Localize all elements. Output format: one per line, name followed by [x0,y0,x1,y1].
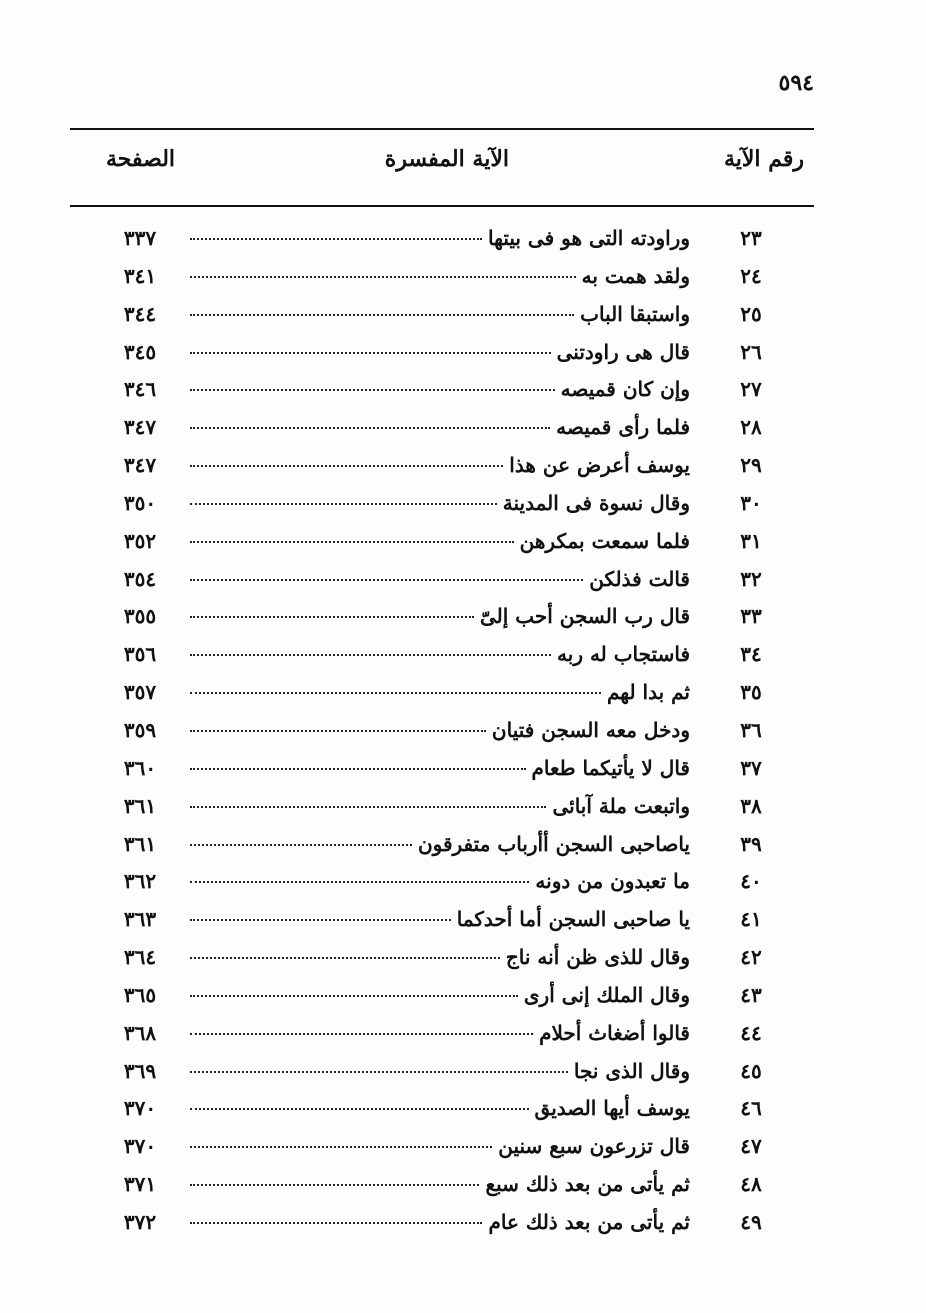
toc-row [70,676,814,714]
verse-title: قال هى راودتنى [556,339,690,364]
entry-label [190,718,690,742]
verse-number: ٢٧ [740,377,762,402]
entry-label [190,377,690,401]
verse-number: ٢٤ [740,263,762,288]
verse-title: وقال نسوة فى المدينة [502,490,690,515]
entry-label [190,756,690,780]
dot-leader [190,352,551,354]
verse-title: قال تزرعون سبع سنين [498,1134,690,1159]
verse-number: ٢٩ [740,453,762,478]
entry-label [190,983,690,1007]
toc-row [70,941,814,979]
entry-label [190,945,690,969]
header-page: الصفحة [106,146,176,172]
toc-row [70,903,814,941]
verse-title: ما تعبدون من دونه [535,869,690,894]
page-ref: ٣٥٥ [123,604,157,629]
verse-title: وإن كان قميصه [560,377,690,402]
toc-row [70,638,814,676]
entry-label [190,1059,690,1083]
table-header [70,146,814,186]
verse-number: ٢٥ [740,301,762,326]
toc-row [70,525,814,563]
page-ref: ٣٦٠ [123,755,157,780]
toc-row [70,714,814,752]
page-ref: ٣٤٤ [123,301,157,326]
entry-label [190,340,690,364]
dot-leader [190,276,576,278]
page-ref: ٣٤٧ [123,453,157,478]
page-ref: ٣٤٥ [123,339,157,364]
verse-number: ٤١ [740,907,762,932]
page-ref: ٣٦٢ [123,869,157,894]
dot-leader [190,692,601,694]
page-ref: ٣٥٤ [123,566,157,591]
entry-label [190,604,690,628]
verse-title: ولقد همت به [581,263,690,288]
dot-leader [190,541,514,543]
dot-leader [190,881,529,883]
toc-row [70,563,814,601]
page-ref: ٣٤٧ [123,415,157,440]
verse-number: ٢٦ [740,339,762,364]
verse-title: ودخل معه السجن فتيان [491,717,690,742]
dot-leader [190,389,555,391]
dot-leader [190,1071,568,1073]
verse-title: وراودته التى هو فى بيتها [488,226,690,250]
dot-leader [190,238,482,240]
verse-title: فلما سمعت بمكرهن [519,528,690,553]
page-ref: ٣٦١ [123,831,157,856]
page-ref: ٣٥٩ [123,717,157,742]
verse-title: ثم يأتى من بعد ذلك عام [488,1209,690,1234]
entry-label [190,415,690,439]
toc-row [70,1017,814,1055]
verse-title: قالت فذلكن [589,566,690,591]
toc-row [70,1206,814,1244]
toc-row [70,373,814,411]
verse-title: قال رب السجن أحب إلىّ [479,604,690,629]
page-ref: ٣٦٥ [123,982,157,1007]
verse-title: يوسف أيها الصديق [534,1096,690,1121]
page-number: ٥٩٤ [778,70,814,96]
verse-number: ٣٧ [740,755,762,780]
header-verse-explained: الآية المفسرة [384,146,509,172]
toc-row [70,979,814,1017]
entry-label [190,567,690,591]
dot-leader [190,616,474,618]
entry-label [190,264,690,288]
verse-number: ٣٠ [740,490,762,515]
dot-leader [190,465,503,467]
dot-leader [190,503,497,505]
page-ref: ٣٧٢ [123,1209,157,1234]
page-ref: ٣٦٣ [123,907,157,932]
verse-title: قالوا أضغاث أحلام [539,1020,690,1045]
entry-label [190,680,690,704]
entry-label [190,642,690,666]
verse-title: فلما رأى قميصه [556,415,690,440]
toc-row [70,449,814,487]
verse-number: ٣٣ [740,604,762,629]
verse-number: ٤٢ [740,945,762,970]
verse-number: ٤٠ [740,869,762,894]
toc-row [70,828,814,866]
verse-number: ٤٩ [740,1209,762,1234]
entry-label [190,491,690,515]
page-ref: ٣٣٧ [123,226,157,250]
toc-list [70,222,814,1244]
verse-title: يا صاحبى السجن أما أحدكما [456,907,690,932]
toc-row [70,411,814,449]
dot-leader [190,579,583,581]
entry-label [190,1096,690,1120]
toc-row [70,865,814,903]
dot-leader [190,730,486,732]
verse-number: ٤٦ [740,1096,762,1121]
verse-title: وقال الذى نجا [573,1058,690,1083]
toc-row [70,790,814,828]
verse-title: ثم بدا لهم [606,680,690,705]
entry-label [190,1021,690,1045]
dot-leader [190,1184,479,1186]
verse-title: قال لا يأتيكما طعام [531,755,690,780]
verse-number: ٢٨ [740,415,762,440]
toc-row [70,487,814,525]
toc-row [70,222,814,260]
verse-title: يوسف أعرض عن هذا [509,453,690,478]
dot-leader [190,957,500,959]
page-ref: ٣٦٩ [123,1058,157,1083]
dot-leader [190,314,574,316]
toc-row [70,298,814,336]
dot-leader [190,1033,533,1035]
toc-row [70,1092,814,1130]
toc-row [70,336,814,374]
verse-number: ٣٢ [740,566,762,591]
page-ref: ٣٥٢ [123,528,157,553]
dot-leader [190,654,551,656]
verse-title: فاستجاب له ربه [557,642,690,667]
entry-label [190,1172,690,1196]
page-ref: ٣٦١ [123,793,157,818]
toc-row [70,600,814,638]
dot-leader [190,768,526,770]
verse-title: ثم يأتى من بعد ذلك سبع [485,1172,690,1197]
verse-number: ٢٣ [740,226,762,250]
page-ref: ٣٦٨ [123,1020,157,1045]
entry-label [190,1134,690,1158]
verse-number: ٤٥ [740,1058,762,1083]
verse-title: واتبعت ملة آبائى [552,793,690,818]
entry-label [190,226,690,250]
entry-label [190,1210,690,1234]
entry-label [190,869,690,893]
dot-leader [190,919,451,921]
toc-row [70,1055,814,1093]
page-ref: ٣٧٠ [123,1134,157,1159]
dot-leader [190,844,412,846]
entry-label [190,302,690,326]
page-ref: ٣٧٠ [123,1096,157,1121]
dot-leader [190,806,546,808]
verse-number: ٤٨ [740,1172,762,1197]
verse-title: وقال للذى ظن أنه ناج [505,945,690,970]
header-verse-number: رقم الآية [723,146,804,172]
page-ref: ٣٦٤ [123,945,157,970]
dot-leader [190,427,550,429]
verse-title: ياصاحبى السجن أأرباب متفرقون [417,831,690,856]
verse-number: ٣٤ [740,642,762,667]
toc-row [70,260,814,298]
verse-title: وقال الملك إنى أرى [523,982,690,1007]
top-rule [70,128,814,130]
page-ref: ٣٤١ [123,263,157,288]
page-ref: ٣٥٦ [123,642,157,667]
verse-number: ٤٧ [740,1134,762,1159]
entry-label [190,794,690,818]
verse-number: ٣٨ [740,793,762,818]
verse-number: ٣١ [740,528,762,553]
page-ref: ٣٥٧ [123,680,157,705]
dot-leader [190,1146,492,1148]
dot-leader [190,1222,482,1224]
verse-number: ٣٦ [740,717,762,742]
verse-number: ٤٣ [740,982,762,1007]
page-ref: ٣٤٦ [123,377,157,402]
entry-label [190,907,690,931]
verse-number: ٣٥ [740,680,762,705]
toc-row [70,752,814,790]
dot-leader [190,1108,529,1110]
toc-row [70,1130,814,1168]
entry-label [190,832,690,856]
header-rule [70,205,814,207]
toc-row [70,1168,814,1206]
verse-title: واستبقا الباب [580,301,690,326]
entry-label [190,529,690,553]
dot-leader [190,995,518,997]
verse-number: ٣٩ [740,831,762,856]
entry-label [190,453,690,477]
page-ref: ٣٥٠ [123,490,157,515]
page-ref: ٣٧١ [123,1172,157,1197]
verse-number: ٤٤ [740,1020,762,1045]
